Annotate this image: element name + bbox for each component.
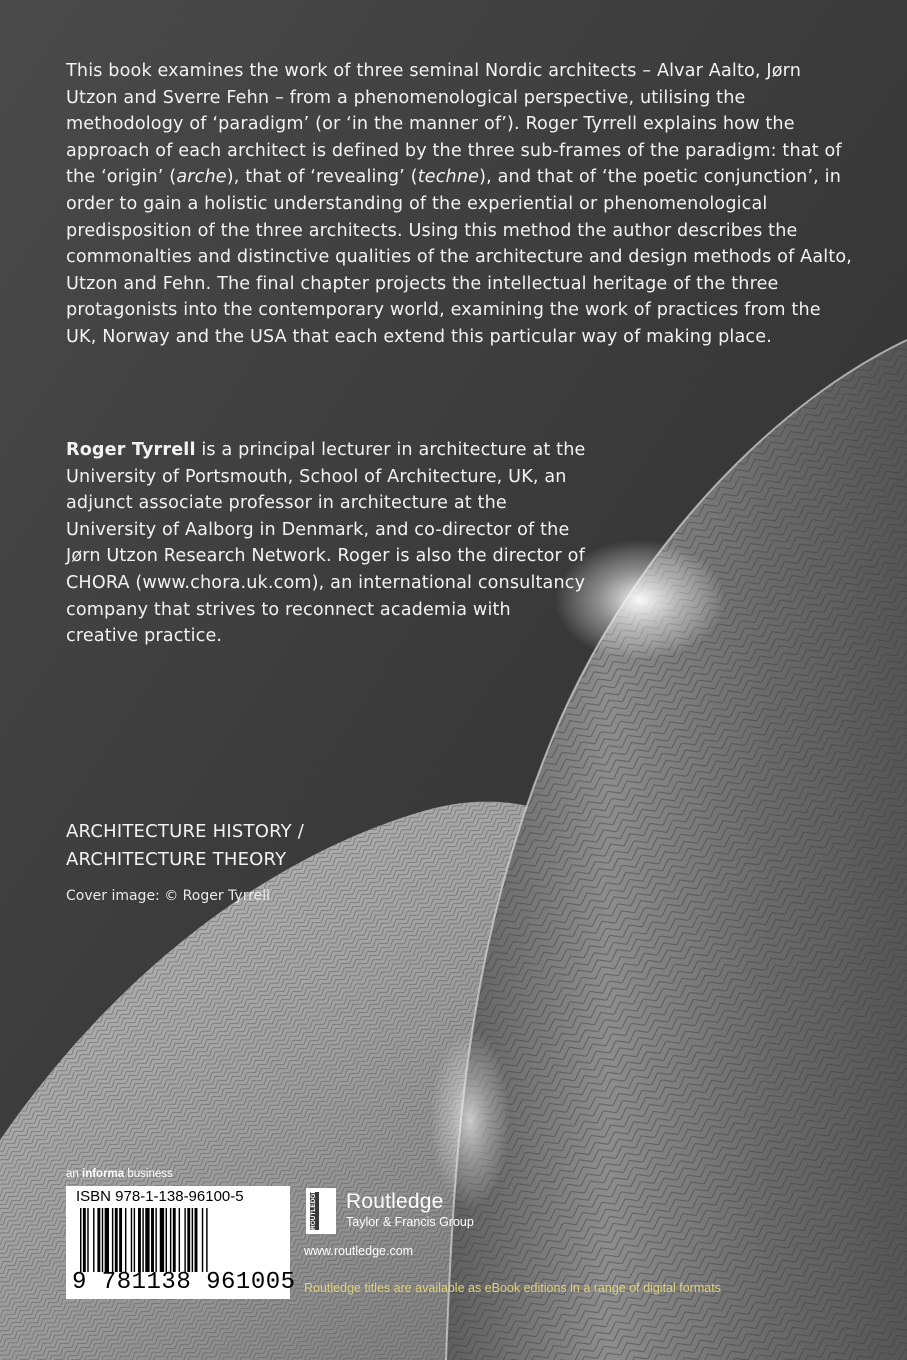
blurb-text-3: ), and that of ‘the poetic conjunction’, in order to gain a holistic understanding of the experiential or phenomenological predisposition of the three architects. Using this method the author describes the commonalties and distinctive qualities of the architecture and design methods of Aalto, Utzon and Fehn. The final chapter projects the intellectual heritage of the three protagonists into the contemporary world, examining the work of practices from the UK, Norway and the USA that each extend this particular way of making place. bbox=[66, 167, 853, 347]
barcode-bar bbox=[125, 1208, 126, 1272]
barcode-bar bbox=[184, 1208, 185, 1272]
barcode-bar bbox=[112, 1208, 113, 1272]
barcode-bar bbox=[192, 1208, 193, 1272]
barcode-bar bbox=[202, 1208, 203, 1272]
subject-line-2: ARCHITECTURE THEORY bbox=[66, 849, 287, 870]
informa-prefix: an bbox=[66, 1168, 82, 1180]
subject-line-1: ARCHITECTURE HISTORY / bbox=[66, 821, 305, 842]
barcode-bar bbox=[83, 1208, 86, 1272]
barcode-bar bbox=[119, 1208, 122, 1272]
routledge-logo-text: ROUTLEDGE bbox=[310, 1189, 317, 1230]
barcode-bar bbox=[134, 1208, 135, 1272]
barcode-bar bbox=[131, 1208, 132, 1272]
author-name: Roger Tyrrell bbox=[66, 440, 196, 460]
routledge-logo-icon bbox=[304, 1186, 340, 1236]
ebook-availability-note: Routledge titles are available as eBook editions in a range of digital formats bbox=[304, 1281, 721, 1295]
barcode-bar bbox=[151, 1208, 154, 1272]
barcode-bar bbox=[187, 1208, 190, 1272]
blurb-term-techne: techne bbox=[417, 167, 480, 188]
barcode-bar bbox=[206, 1208, 207, 1272]
subject-category bbox=[66, 818, 304, 874]
publisher-url: www.routledge.com bbox=[304, 1244, 414, 1258]
blurb-term-arche: arche bbox=[176, 167, 227, 188]
barcode-digits: 9 781138 961005 bbox=[72, 1269, 296, 1296]
barcode-bar bbox=[170, 1208, 171, 1272]
barcode-bar bbox=[97, 1208, 100, 1272]
barcode-bar bbox=[80, 1208, 81, 1272]
informa-suffix: business bbox=[124, 1168, 173, 1180]
barcode-bar bbox=[195, 1208, 198, 1272]
barcode-bar bbox=[160, 1208, 164, 1272]
blurb-text-2: ), that of ‘revealing’ ( bbox=[226, 167, 418, 188]
barcode-bar bbox=[105, 1208, 109, 1272]
barcode-bar bbox=[166, 1208, 167, 1272]
publisher-block bbox=[346, 1190, 474, 1230]
barcode-bar bbox=[155, 1208, 156, 1272]
publisher-name: Routledge bbox=[346, 1190, 444, 1213]
barcode-bar bbox=[102, 1208, 103, 1272]
blurb-text-1: This book examines the work of three seminal Nordic architects – Alvar Aalto, Jørn Utzon and Sverre Fehn – from a phenomenological perspective, utilising the methodology of ‘paradigm’ (or ‘in the manner of’). Roger Tyrrell explains how the approach of each architect is defined by the three sub-frames of the paradigm: that of the ‘origin’ ( bbox=[66, 61, 842, 188]
informa-business-tag bbox=[66, 1168, 173, 1180]
barcode-bar bbox=[179, 1208, 180, 1272]
barcode-bar bbox=[115, 1208, 118, 1272]
informa-brand: informa bbox=[82, 1168, 125, 1180]
publisher-group: Taylor & Francis Group bbox=[346, 1215, 474, 1229]
barcode-bar bbox=[138, 1208, 141, 1272]
isbn-label: ISBN 978-1-138-96100-5 bbox=[76, 1188, 244, 1205]
cover-image-credit: Cover image: © Roger Tyrrell bbox=[66, 888, 271, 904]
barcode-bar bbox=[173, 1208, 176, 1272]
barcode-bar bbox=[145, 1208, 149, 1272]
barcode-bar bbox=[87, 1208, 88, 1272]
author-bio-text: is a principal lecturer in architecture at the University of Portsmouth, School of Architecture, UK, an adjunct associate professor in architecture at the University of Aalborg in Denmark, and co-director of the Jørn Utzon Research Network. Roger is also the director of CHORA (www.chora.uk.com), an international consultancy company that strives to reconnect academia with creative practice. bbox=[66, 440, 586, 647]
barcode-bar bbox=[93, 1208, 94, 1272]
isbn-barcode bbox=[66, 1186, 296, 1299]
author-bio bbox=[66, 437, 586, 650]
barcode-bar bbox=[142, 1208, 143, 1272]
book-description bbox=[66, 58, 856, 351]
